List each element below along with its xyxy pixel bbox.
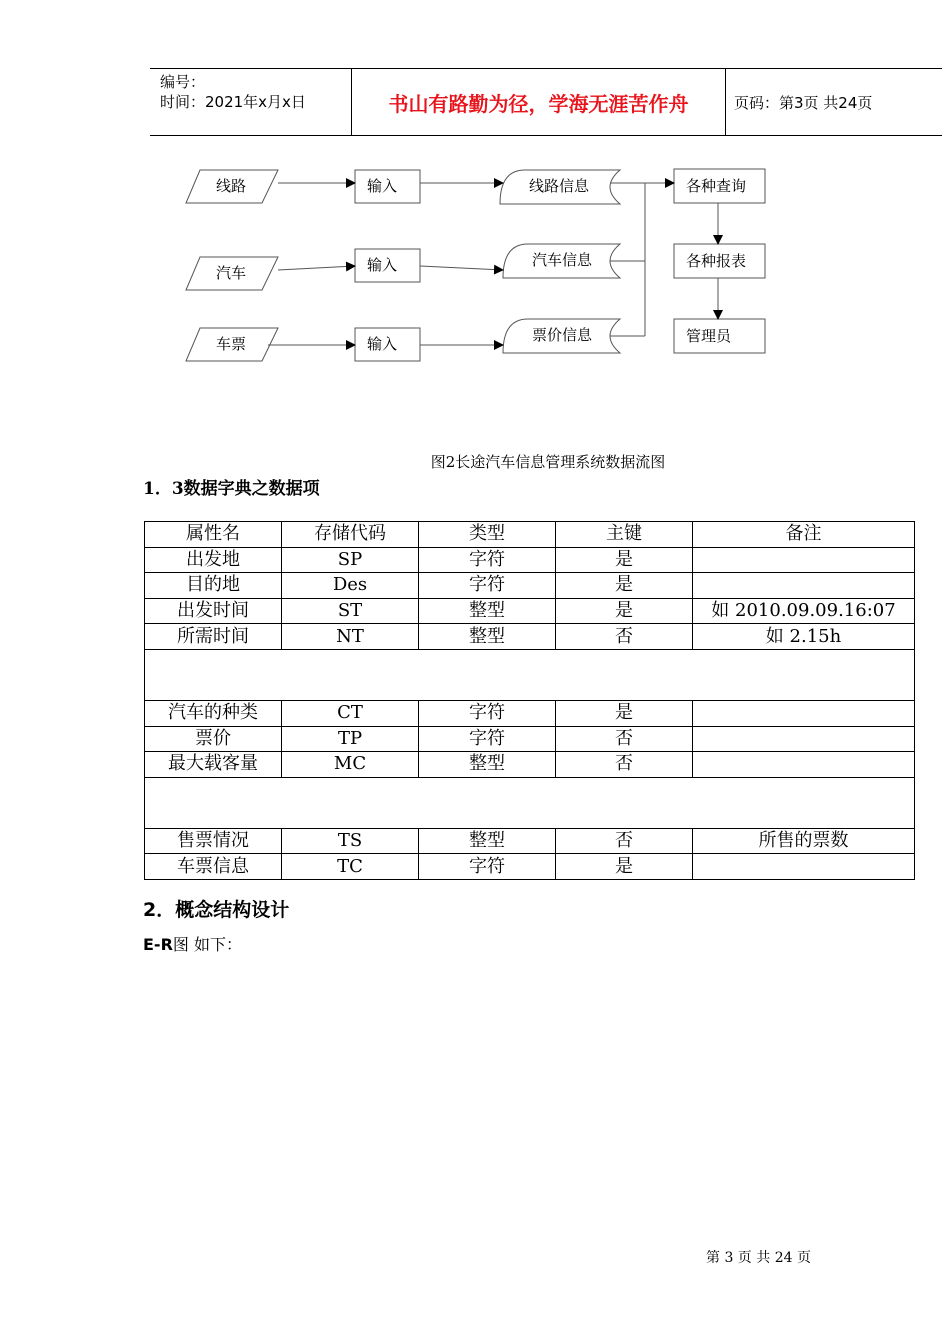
table-cell: 否 <box>556 726 693 752</box>
table-cell: 是 <box>556 854 693 880</box>
table-row <box>145 573 915 599</box>
table-cell: 如 2.15h <box>693 624 915 650</box>
section-heading-1-3: 1．3数据字典之数据项 <box>143 479 320 499</box>
store-label-1: 线路信息 <box>529 177 590 195</box>
source-label-1: 线路 <box>216 177 247 195</box>
table-cell <box>693 547 915 573</box>
process-label-3: 输入 <box>367 335 398 353</box>
table-cell: 所需时间 <box>145 624 282 650</box>
table-cell: 最大载客量 <box>145 752 282 778</box>
table-cell: TC <box>282 854 419 880</box>
table-gap-row <box>145 777 915 828</box>
table-row <box>145 828 915 854</box>
header-page-info: 页码：第3页 共24页 <box>734 93 873 112</box>
table-cell: ST <box>282 598 419 624</box>
header-cell: 存储代码 <box>282 522 419 548</box>
output-label-1: 各种查询 <box>686 177 747 195</box>
output-label-3: 管理员 <box>686 327 732 345</box>
table-cell <box>693 573 915 599</box>
table-row <box>145 598 915 624</box>
table-cell: 否 <box>556 828 693 854</box>
table-header-row <box>145 522 915 548</box>
table-cell <box>693 854 915 880</box>
gap-cell <box>145 777 915 828</box>
table-cell: TP <box>282 726 419 752</box>
section-heading-2: 2．概念结构设计 <box>143 899 290 921</box>
table-cell: 字符 <box>419 854 556 880</box>
time-label: 时间：2021年x月x日 <box>160 93 306 111</box>
header-cell: 备注 <box>693 522 915 548</box>
table-cell: 票价 <box>145 726 282 752</box>
source-label-2: 汽车 <box>216 264 247 282</box>
table-row <box>145 624 915 650</box>
table-cell: Des <box>282 573 419 599</box>
output-label-2: 各种报表 <box>686 252 747 270</box>
header-cell: 主键 <box>556 522 693 548</box>
table-cell: 是 <box>556 700 693 726</box>
table-cell: 字符 <box>419 547 556 573</box>
table-cell <box>693 700 915 726</box>
table-cell: 汽车的种类 <box>145 700 282 726</box>
table-cell: NT <box>282 624 419 650</box>
table-cell: 所售的票数 <box>693 828 915 854</box>
page-header <box>150 68 942 136</box>
data-flow-diagram <box>150 160 790 395</box>
table-cell: 出发时间 <box>145 598 282 624</box>
table-row <box>145 752 915 778</box>
table-cell: 如 2010.09.09.16:07 <box>693 598 915 624</box>
gap-cell <box>145 649 915 700</box>
table-cell: 售票情况 <box>145 828 282 854</box>
table-cell: MC <box>282 752 419 778</box>
table-cell: 否 <box>556 752 693 778</box>
table-cell: 整型 <box>419 624 556 650</box>
table-gap-row <box>145 649 915 700</box>
er-text: 图 如下： <box>172 935 242 954</box>
table-cell: SP <box>282 547 419 573</box>
table-row <box>145 854 915 880</box>
table-cell: 整型 <box>419 752 556 778</box>
figure-caption: 图2长途汽车信息管理系统数据流图 <box>430 453 666 471</box>
table-cell: 是 <box>556 573 693 599</box>
table-cell: 字符 <box>419 573 556 599</box>
table-cell: 整型 <box>419 828 556 854</box>
er-prefix: E-R <box>143 935 173 954</box>
process-label-1: 输入 <box>367 177 398 195</box>
process-label-2: 输入 <box>367 256 398 274</box>
table-cell: 是 <box>556 547 693 573</box>
table-cell: 车票信息 <box>145 854 282 880</box>
table-row <box>145 700 915 726</box>
number-label: 编号： <box>160 73 206 91</box>
data-dictionary-table <box>144 521 915 880</box>
source-label-3: 车票 <box>216 335 247 353</box>
store-label-2: 汽车信息 <box>532 251 593 269</box>
table-cell: 目的地 <box>145 573 282 599</box>
page-footer: 第 3 页 共 24 页 <box>706 1250 811 1266</box>
header-cell: 类型 <box>419 522 556 548</box>
table-cell: 整型 <box>419 598 556 624</box>
header-cell: 属性名 <box>145 522 282 548</box>
table-cell: CT <box>282 700 419 726</box>
table-cell <box>693 752 915 778</box>
table-cell: 字符 <box>419 700 556 726</box>
store-label-3: 票价信息 <box>532 326 593 344</box>
table-row <box>145 547 915 573</box>
table-cell: 否 <box>556 624 693 650</box>
table-cell: 字符 <box>419 726 556 752</box>
table-cell: 出发地 <box>145 547 282 573</box>
table-row <box>145 726 915 752</box>
er-diagram-intro <box>143 932 242 955</box>
header-motto: 书山有路勤为径，学海无涯苦作舟 <box>352 69 726 135</box>
table-cell: 是 <box>556 598 693 624</box>
table-cell: TS <box>282 828 419 854</box>
table-cell <box>693 726 915 752</box>
header-meta <box>150 69 352 135</box>
